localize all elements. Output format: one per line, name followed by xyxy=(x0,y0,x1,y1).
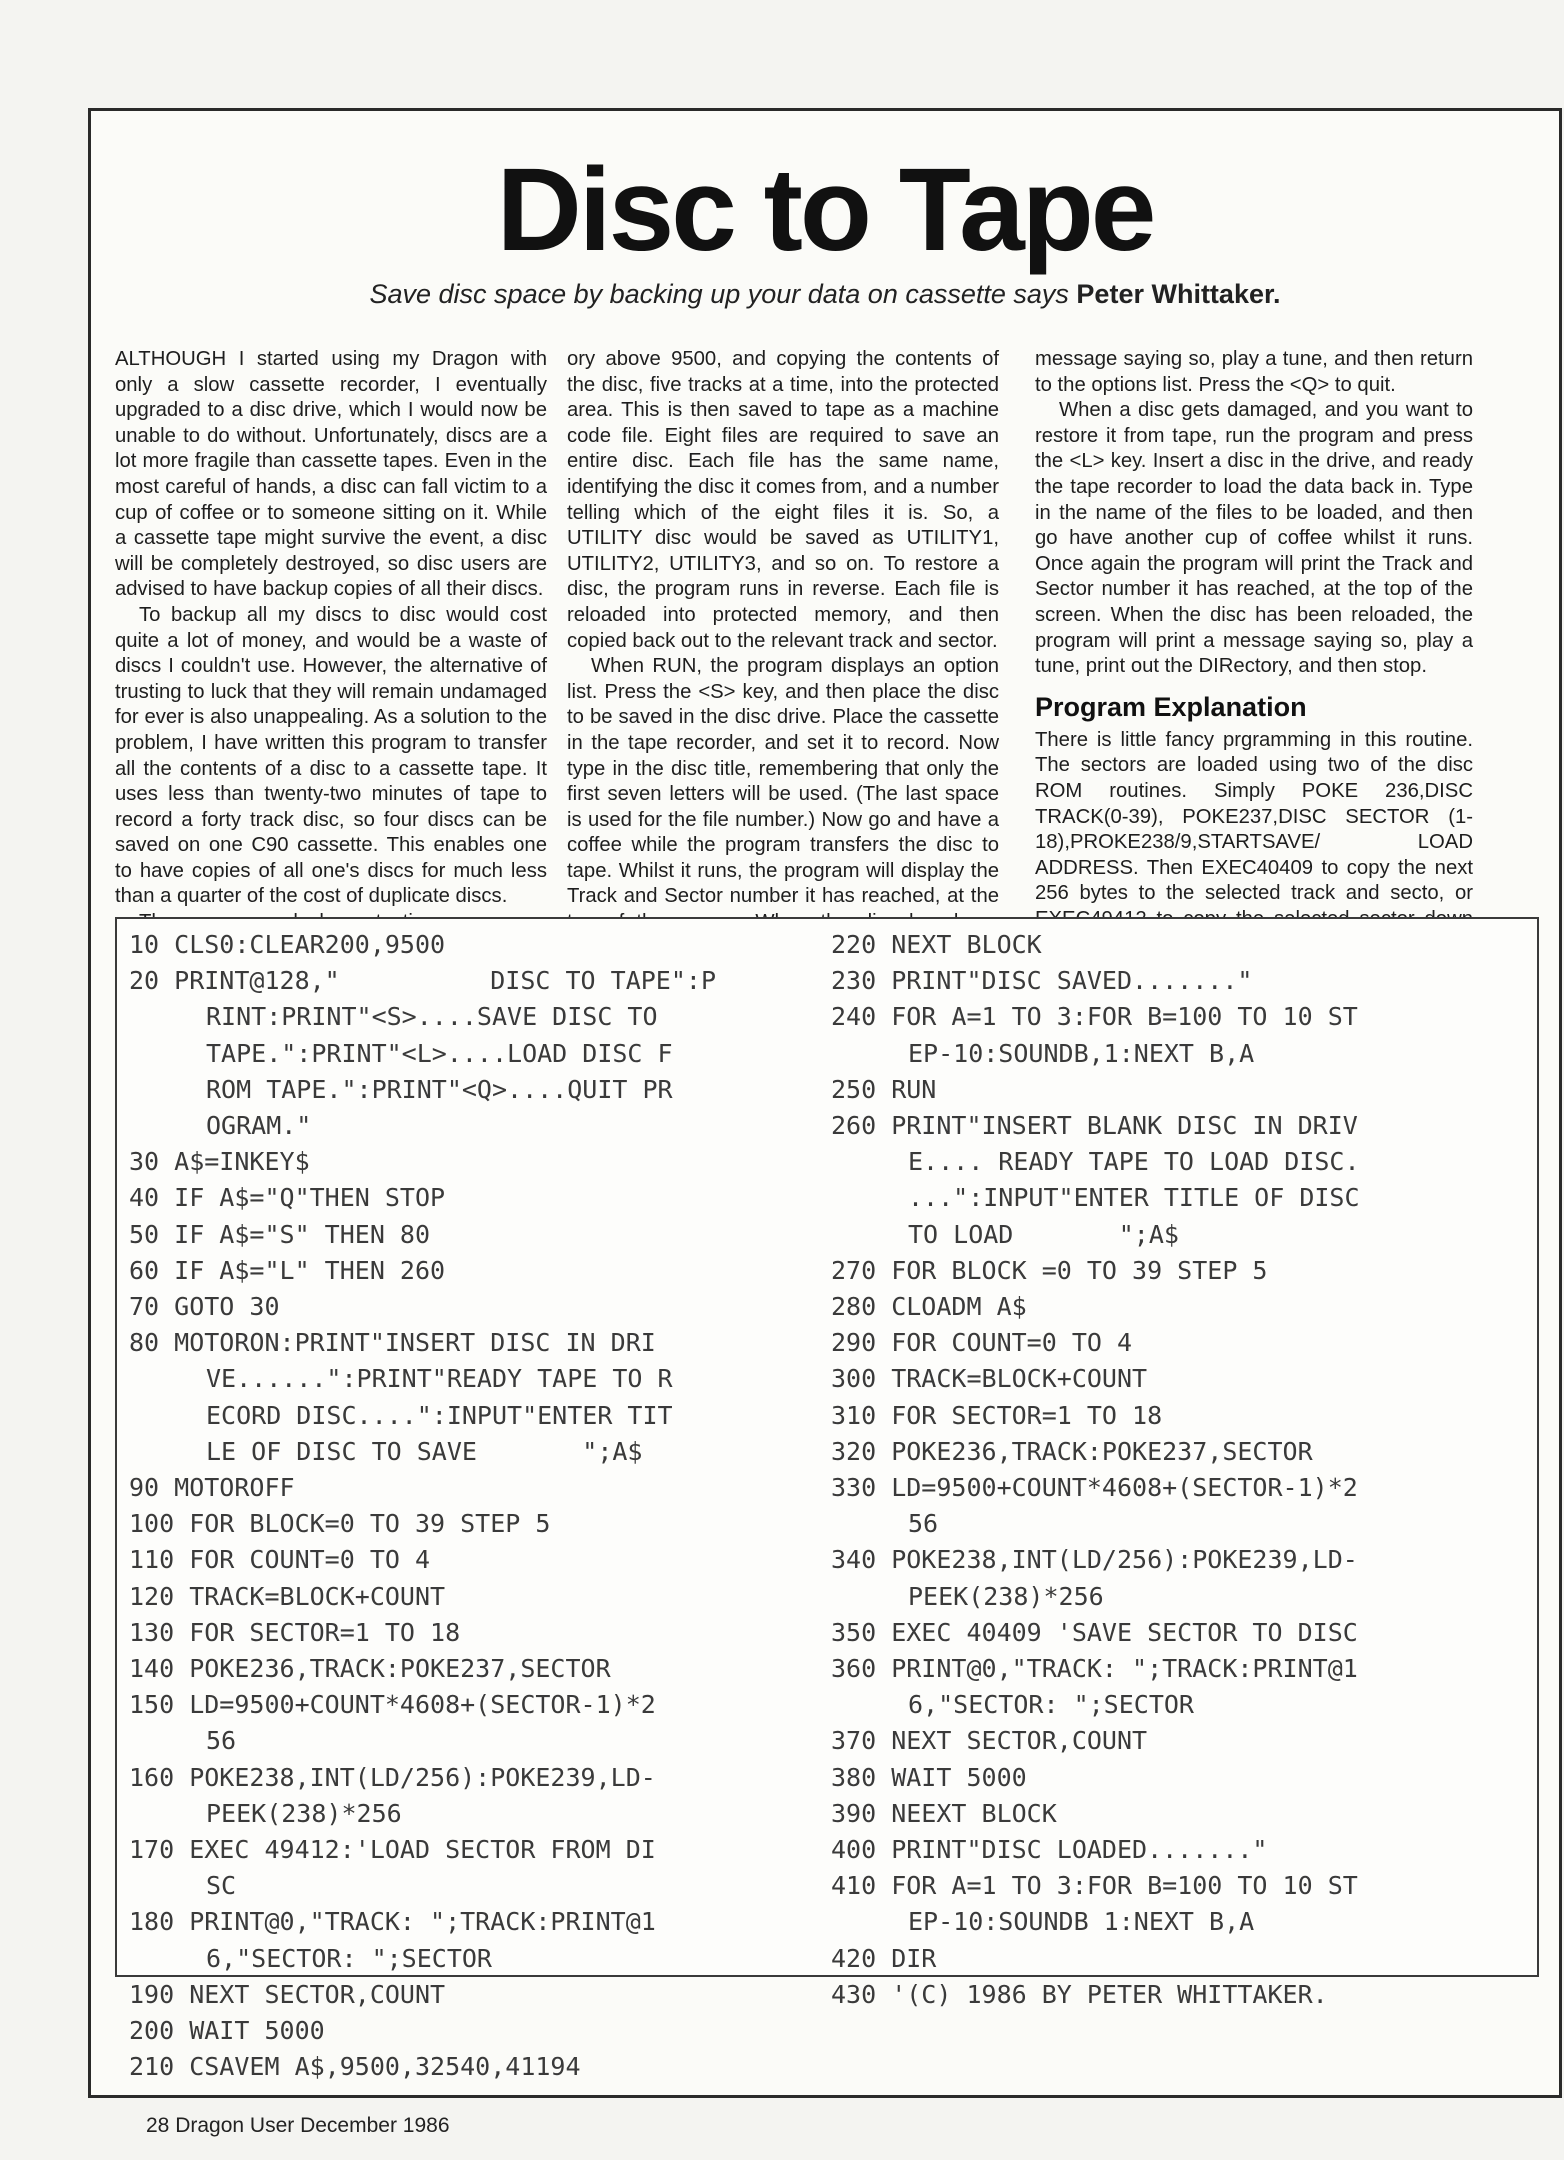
code-line: 260 PRINT"INSERT BLANK DISC IN DRIV xyxy=(831,1111,1358,1141)
code-line: 350 EXEC 40409 'SAVE SECTOR TO DISC xyxy=(831,1617,1358,1647)
code-line: 130 FOR SECTOR=1 TO 18 xyxy=(129,1617,461,1647)
code-line: 120 TRACK=BLOCK+COUNT xyxy=(129,1581,446,1611)
code-line-continuation: 56 xyxy=(206,1726,237,1756)
code-line-continuation: ...":INPUT"ENTER TITLE OF DISC xyxy=(908,1183,1360,1213)
code-line-continuation: E.... READY TAPE TO LOAD DISC. xyxy=(908,1147,1360,1177)
code-line: 340 POKE238,INT(LD/256):POKE239,LD- xyxy=(831,1545,1358,1575)
code-line: 420 DIR xyxy=(831,1943,937,1973)
code-line: 150 LD=9500+COUNT*4608+(SECTOR-1)*2 xyxy=(129,1690,656,1720)
paragraph: ory above 9500, and copying the contents of the disc, five tracks at a time, into the protected area. This is then saved to tape as a machine code file. Eight files are required to save an entire disc. Each file has the same name, identifying the disc it comes from, and a number telling which of the eight files it is. So, a UTILITY disc would be saved as UTILITY1, UTILITY2, UTILITY3, and so on. To restore a disc, the program runs in reverse. Each file is reloaded into protected memory, and then copied back out to the relevant track and sector. xyxy=(567,348,999,652)
listing-column-left xyxy=(129,927,716,2086)
code-line: 370 NEXT SECTOR,COUNT xyxy=(831,1726,1148,1756)
code-line: 180 PRINT@0,"TRACK: ";TRACK:PRINT@1 xyxy=(129,1907,656,1937)
code-line: 240 FOR A=1 TO 3:FOR B=100 TO 10 ST xyxy=(831,1002,1358,1032)
body-column-3 xyxy=(1035,347,1473,958)
code-line: 100 FOR BLOCK=0 TO 39 STEP 5 xyxy=(129,1509,551,1539)
subtitle-lead: Save disc space by backing up your data on cassette says xyxy=(369,279,1069,309)
code-line-continuation: ECORD DISC....":INPUT"ENTER TIT xyxy=(206,1400,673,1430)
code-line: 110 FOR COUNT=0 TO 4 xyxy=(129,1545,431,1575)
code-line: 210 CSAVEM A$,9500,32540,41194 xyxy=(129,2052,581,2082)
code-line: 170 EXEC 49412:'LOAD SECTOR FROM DI xyxy=(129,1835,656,1865)
code-line-continuation: ROM TAPE.":PRINT"<Q>....QUIT PR xyxy=(206,1074,673,1104)
code-line: 190 NEXT SECTOR,COUNT xyxy=(129,1979,446,2009)
code-line-continuation: SC xyxy=(206,1871,237,1901)
code-line-continuation: LE OF DISC TO SAVE ";A$ xyxy=(206,1436,643,1466)
code-line: 300 TRACK=BLOCK+COUNT xyxy=(831,1364,1148,1394)
body-column-1 xyxy=(115,347,547,936)
code-line: 410 FOR A=1 TO 3:FOR B=100 TO 10 ST xyxy=(831,1871,1358,1901)
code-line: 380 WAIT 5000 xyxy=(831,1762,1027,1792)
code-line-continuation: PEEK(238)*256 xyxy=(206,1798,402,1828)
code-line-continuation: OGRAM." xyxy=(206,1111,312,1141)
code-line: 140 POKE236,TRACK:POKE237,SECTOR xyxy=(129,1654,611,1684)
page-footer: 28 Dragon User December 1986 xyxy=(146,2114,450,2137)
section-heading: Program Explanation xyxy=(1035,691,1307,722)
code-line: 310 FOR SECTOR=1 TO 18 xyxy=(831,1400,1163,1430)
paragraph: There is little fancy prgramming in this routine. The sectors are loaded using two of the disc ROM routines. Simply POKE 236,DISC TRACK(0-39), POKE237,DISC SECTOR (1-18),PROKE238/9,STARTSAVE/ LOAD ADDRESS. Then EXEC40409 to copy the next 256 bytes to the selected track and secto, or xyxy=(1035,728,1473,905)
code-line: 400 PRINT"DISC LOADED......." xyxy=(831,1835,1268,1865)
paragraph: When a disc gets damaged, and you want to restore it from tape, run the program and press the <L> key. Insert a disc in the drive, and ready the tape recorder to load the data back in. Type in the name of the files to be loaded, and then go have another cup of coffee whilst it runs. Once again the program will print the Track and Sector number it has reached, at the top of the screen. When the disc has been reloaded, the program will print a message saying so, play a tune, print out the DIRectory, and then stop. xyxy=(1035,399,1473,678)
code-line-continuation: VE......":PRINT"READY TAPE TO R xyxy=(206,1364,673,1394)
code-line-continuation: 56 xyxy=(908,1509,939,1539)
body-column-2 xyxy=(567,347,999,961)
code-line: 90 MOTOROFF xyxy=(129,1473,295,1503)
code-line-continuation: EP-10:SOUNDB 1:NEXT B,A xyxy=(908,1907,1255,1937)
code-line: 200 WAIT 5000 xyxy=(129,2016,325,2046)
listing-column-right xyxy=(831,927,1360,2013)
article-title: Disc to Tape xyxy=(496,144,1154,276)
program-listing xyxy=(115,917,1539,2082)
code-line: 330 LD=9500+COUNT*4608+(SECTOR-1)*2 xyxy=(831,1473,1358,1503)
paragraph: ALTHOUGH I started using my Dragon with only a slow cassette recorder, I eventually upgraded to a disc drive, which I would now be unable to do without. Unfortunately, discs are a lot more fragile than cassette tapes. Even in the most careful of hands, a disc can fall victim to a cup of coffee or to someone sitting on it. While a cassette tape might survive the event, a disc will be completely destroyed, so disc users are advised to have backup copies of all their discs. xyxy=(115,348,547,601)
code-line: 60 IF A$="L" THEN 260 xyxy=(129,1255,446,1285)
code-line: 290 FOR COUNT=0 TO 4 xyxy=(831,1328,1133,1358)
article-subtitle xyxy=(91,279,1559,310)
code-line: 50 IF A$="S" THEN 80 xyxy=(129,1219,431,1249)
code-line: 10 CLS0:CLEAR200,9500 xyxy=(129,930,446,959)
code-line: 40 IF A$="Q"THEN STOP xyxy=(129,1183,446,1213)
code-line-continuation: 6,"SECTOR: ";SECTOR xyxy=(206,1943,492,1973)
paragraph: When RUN, the program displays an option list. Press the <S> key, and then place the disc to be saved in the disc drive. Place the cassette in the tape recorder, and set it to record. Now type in the disc title, remembering that only the first seven letters will be used. (The last space is used for the file number.) Now go and have a coffee while the program transfers the disc to tape. Whilst it runs, the program will display the Track and Sector number it has reached, at the xyxy=(567,655,999,908)
code-line: 250 RUN xyxy=(831,1074,937,1104)
code-line: 320 POKE236,TRACK:POKE237,SECTOR xyxy=(831,1436,1313,1466)
code-line: 390 NEEXT BLOCK xyxy=(831,1798,1057,1828)
code-line: 70 GOTO 30 xyxy=(129,1292,280,1322)
code-line: 220 NEXT BLOCK xyxy=(831,930,1042,959)
code-line-continuation: EP-10:SOUNDB,1:NEXT B,A xyxy=(908,1038,1255,1068)
code-line-continuation: PEEK(238)*256 xyxy=(908,1581,1104,1611)
code-line: 280 CLOADM A$ xyxy=(831,1292,1027,1322)
code-line-continuation: 6,"SECTOR: ";SECTOR xyxy=(908,1690,1194,1720)
code-line-continuation: TAPE.":PRINT"<L>....LOAD DISC F xyxy=(206,1038,673,1068)
paragraph: To backup all my discs to disc would cost quite a lot of money, and would be a waste of discs I couldn't use. However, the alternative of trusting to luck that they will remain undamaged for ever is also unappealing. As a solution to the problem, I have written this program to transfer all the contents of a disc to a cassette tape. It uses less than twenty-two minutes of tape to record a forty track disc, so four discs can be saved on one C90 cassette. This enables one to have copies of all one's discs for much less than a quarter of the cost of duplicate discs. xyxy=(115,603,547,908)
code-line: 230 PRINT"DISC SAVED......." xyxy=(831,966,1253,996)
code-line: 80 MOTORON:PRINT"INSERT DISC IN DRI xyxy=(129,1328,656,1358)
code-line-continuation: TO LOAD ";A$ xyxy=(908,1219,1179,1249)
paragraph: message saying so, play a tune, and then return to the options list. Press the <Q> to quit. xyxy=(1035,348,1473,396)
code-line: 20 PRINT@128," DISC TO TAPE":P xyxy=(129,966,716,996)
code-line: 430 '(C) 1986 BY PETER WHITTAKER. xyxy=(831,1979,1328,2009)
code-line: 160 POKE238,INT(LD/256):POKE239,LD- xyxy=(129,1762,656,1792)
code-line-continuation: RINT:PRINT"<S>....SAVE DISC TO xyxy=(206,1002,658,1032)
article-frame xyxy=(88,108,1562,2098)
code-line: 30 A$=INKEY$ xyxy=(129,1147,310,1177)
code-line: 270 FOR BLOCK =0 TO 39 STEP 5 xyxy=(831,1255,1268,1285)
code-line: 360 PRINT@0,"TRACK: ";TRACK:PRINT@1 xyxy=(831,1654,1358,1684)
author-name: Peter Whittaker. xyxy=(1076,279,1281,309)
